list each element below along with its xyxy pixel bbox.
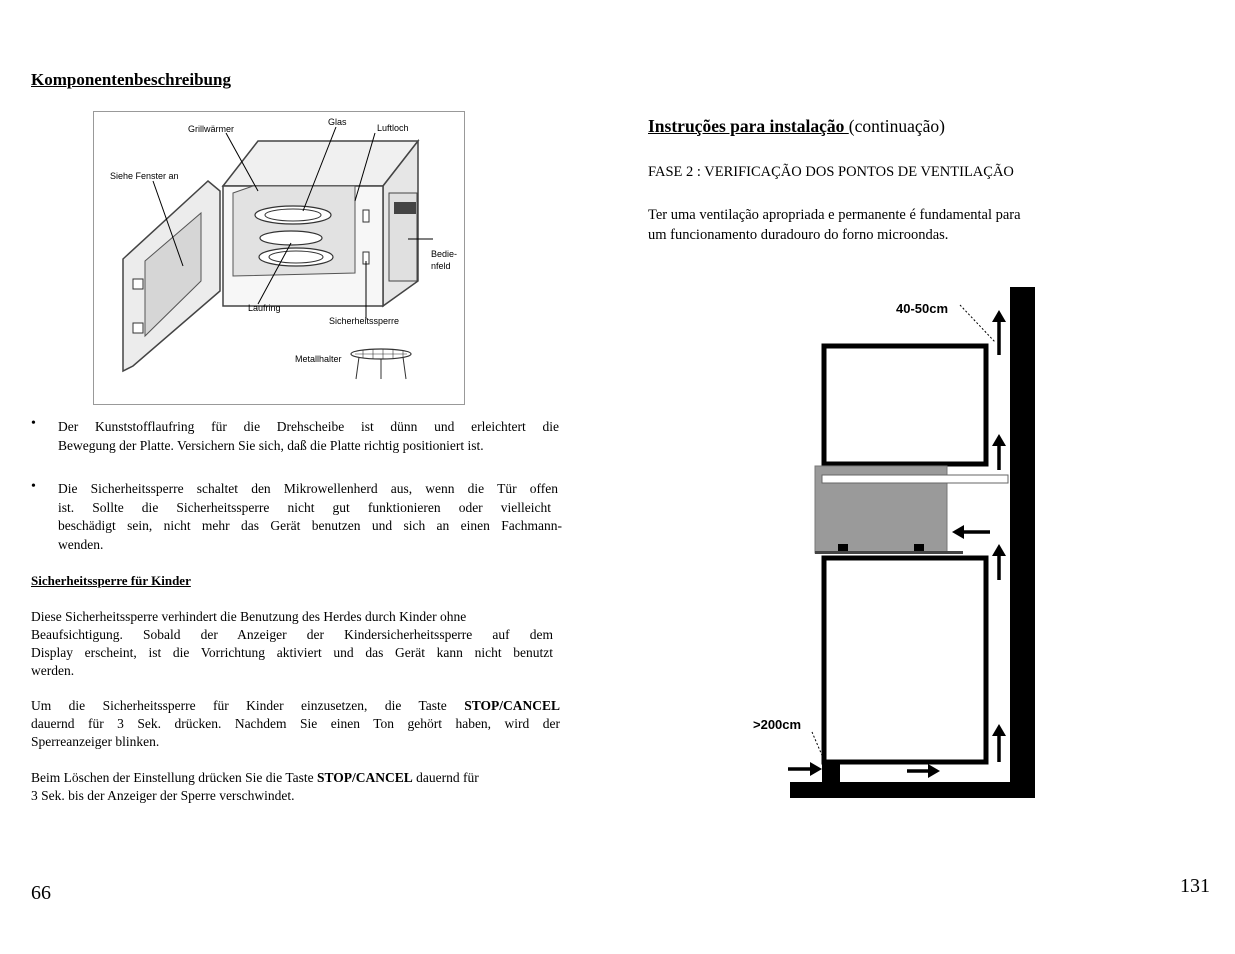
para2-line-3: Sperreanzeiger blinken. xyxy=(31,734,160,749)
label-glas: Glas xyxy=(328,117,347,127)
microwave-components-figure xyxy=(93,111,465,405)
label-laufring: Laufring xyxy=(248,303,281,313)
bullet-2-line-2: ist. Sollte die Sicherheitssperre nicht gut funktionieren oder vielleicht xyxy=(58,500,551,515)
section-heading-instrucoes: Instruções para instalação (continuação) xyxy=(648,116,945,136)
stop-cancel-label: STOP/CANCEL xyxy=(317,770,413,785)
label-sicherheitssperre: Sicherheitssperre xyxy=(329,316,400,326)
label-metallhalter: Metallhalter xyxy=(295,354,342,364)
para2-line-1: Um die Sicherheitssperre für Kinder einzusetzen, die Taste STOP/CANCEL xyxy=(31,698,560,713)
bullet-marker: • xyxy=(31,416,36,431)
bullet-1-line-1: Der Kunststofflaufring für die Drehscheibe ist dünn und erleichtert die xyxy=(58,419,559,434)
section-heading-komponentenbeschreibung: Komponentenbeschreibung xyxy=(31,70,231,89)
label-luftloch: Luftloch xyxy=(377,123,409,133)
bullet-2-line-4: wenden. xyxy=(58,537,104,552)
para3-line-1: Beim Löschen der Einstellung drücken Sie die Taste STOP/CANCEL dauernd für xyxy=(31,770,479,785)
para1-line-4: werden. xyxy=(31,663,75,678)
bullet-2-line-1: Die Sicherheitssperre schaltet den Mikrowellenherd aus, wenn die Tür offen xyxy=(58,481,558,496)
label-40-50cm: 40-50cm xyxy=(896,301,949,316)
para3-line-2: 3 Sek. bis der Anzeiger der Sperre verschwindet. xyxy=(31,788,295,803)
bullet-1-line-2: Bewegung der Platte. Versichern Sie sich, daß die Platte richtig positioniert ist. xyxy=(58,438,484,453)
bullet-marker: • xyxy=(31,479,36,494)
label-over-200cm: >200cm xyxy=(753,717,802,732)
label-grillwaermer: Grillwärmer xyxy=(188,124,234,134)
para1-line-3: Display erscheint, ist die Vorrichtung aktiviert und das Gerät kann nicht benutzt xyxy=(31,645,553,660)
para2-line-2: dauernd für 3 Sek. drücken. Nachdem Sie einen Ton gehört haben, wird der xyxy=(31,716,560,731)
ventilation-line-2: um funcionamento duradouro do forno microondas. xyxy=(648,227,949,243)
bullet-2-line-3: beschädigt sein, nicht mehr das Gerät benutzen und sich an einen Fachmann- xyxy=(58,518,562,533)
ventilation-paragraph xyxy=(648,205,1098,245)
subheading-kindersicherung: Sicherheitssperre für Kinder xyxy=(31,573,191,588)
para1-line-1: Diese Sicherheitssperre verhindert die Benutzung des Herdes durch Kinder ohne xyxy=(31,609,467,624)
page-number-left: 66 xyxy=(31,882,51,904)
para1-line-2: Beaufsichtigung. Sobald der Anzeiger der Kindersicherheitssperre auf dem xyxy=(31,627,553,642)
page-number-right: 131 xyxy=(1180,875,1210,897)
label-siehe-fenster: Siehe Fenster an xyxy=(110,171,179,181)
ventilation-diagram xyxy=(750,280,1050,805)
label-bedienfeld-1: Bedie- xyxy=(431,249,458,259)
phase-title: FASE 2 : VERIFICAÇÃO DOS PONTOS DE VENTILAÇÃO xyxy=(648,164,1014,180)
stop-cancel-label: STOP/CANCEL xyxy=(464,698,560,713)
label-bedienfeld-2: nfeld xyxy=(431,261,451,271)
ventilation-line-1: Ter uma ventilação apropriada e permanente é fundamental para xyxy=(648,207,1021,223)
